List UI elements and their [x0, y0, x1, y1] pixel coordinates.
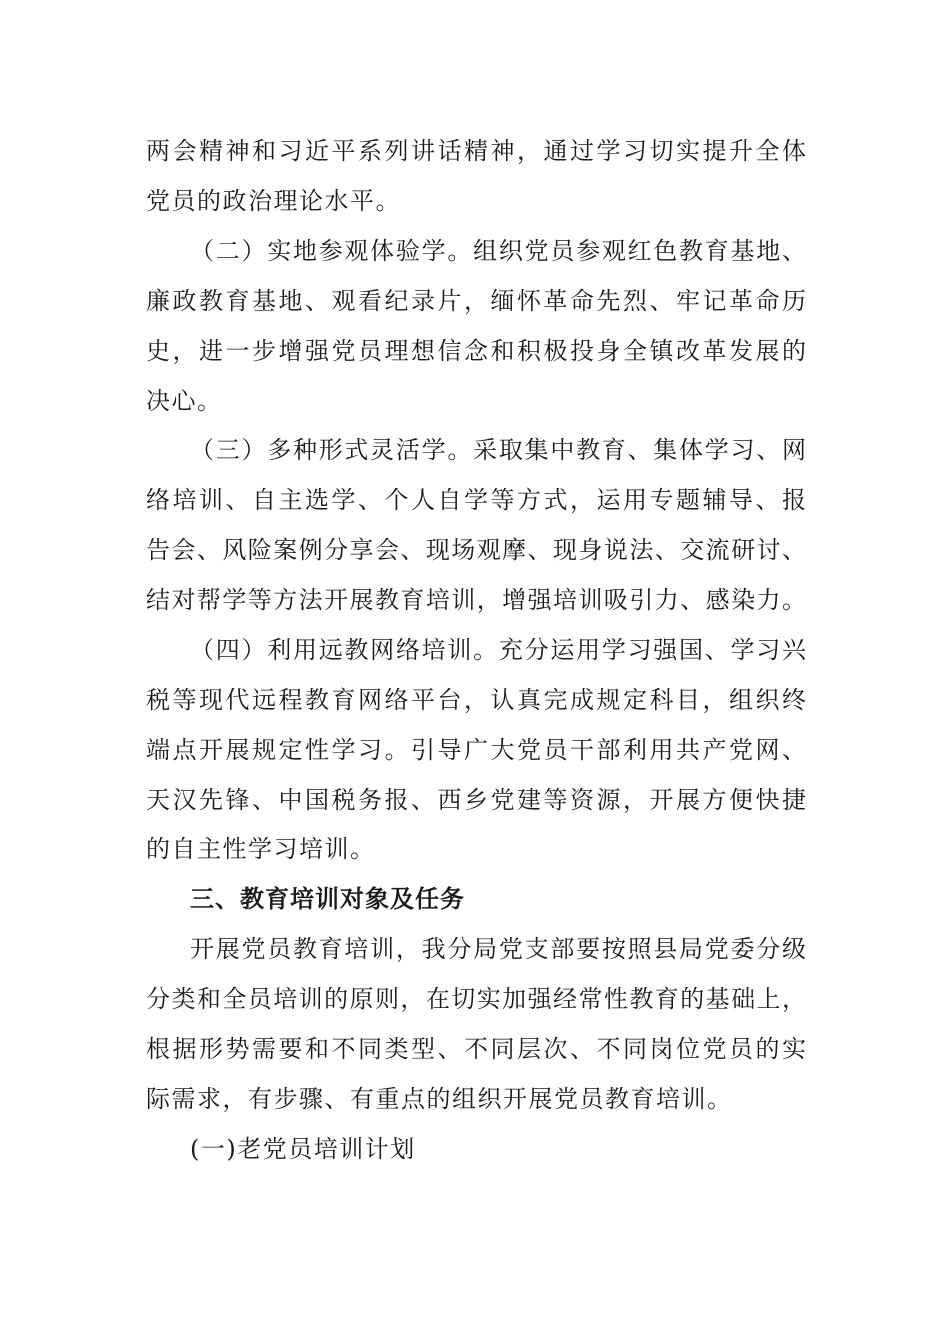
- body-text-line: 的自主性学习培训。: [146, 835, 376, 863]
- body-text-line: 党员的政治理论水平。: [146, 187, 401, 215]
- section-heading: 三、教育培训对象及任务: [190, 885, 465, 913]
- body-text-line: 廉政教育基地、观看纪录片，缅怀革命先烈、牢记革命历: [146, 287, 806, 315]
- section-2-paragraph-start: （二）实地参观体验学。组织党员参观红色教育基地、: [190, 237, 806, 265]
- section-4-paragraph-start: （四）利用远教网络培训。充分运用学习强国、学习兴: [190, 636, 806, 664]
- body-text-line: 告会、风险案例分享会、现场观摩、现身说法、交流研讨、: [146, 536, 806, 564]
- body-text-line: 决心。: [146, 387, 223, 415]
- body-text-line: 史，进一步增强党员理想信念和积极投身全镇改革发展的: [146, 337, 806, 365]
- body-text-line: 根据形势需要和不同类型、不同层次、不同岗位党员的实: [146, 1035, 806, 1063]
- body-text-line: 两会精神和习近平系列讲话精神，通过学习切实提升全体: [146, 137, 806, 165]
- subsection-heading: (一)老党员培训计划: [190, 1135, 416, 1163]
- body-text-line: 络培训、自主选学、个人自学等方式，运用专题辅导、报: [146, 486, 806, 514]
- body-text-line: 分类和全员培训的原则，在切实加强经常性教育的基础上，: [146, 985, 806, 1013]
- body-text-line: 税等现代远程教育网络平台，认真完成规定科目，组织终: [146, 686, 806, 714]
- section-3-paragraph-start: （三）多种形式灵活学。采取集中教育、集体学习、网: [190, 436, 806, 464]
- body-text-line: 结对帮学等方法开展教育培训，增强培训吸引力、感染力。: [146, 586, 806, 614]
- body-text-line: 际需求，有步骤、有重点的组织开展党员教育培训。: [146, 1085, 733, 1113]
- body-text-line: 天汉先锋、中国税务报、西乡党建等资源，开展方便快捷: [146, 786, 806, 814]
- paragraph-start: 开展党员教育培训，我分局党支部要按照县局党委分级: [190, 935, 806, 963]
- body-text-line: 端点开展规定性学习。引导广大党员干部利用共产党网、: [146, 736, 806, 764]
